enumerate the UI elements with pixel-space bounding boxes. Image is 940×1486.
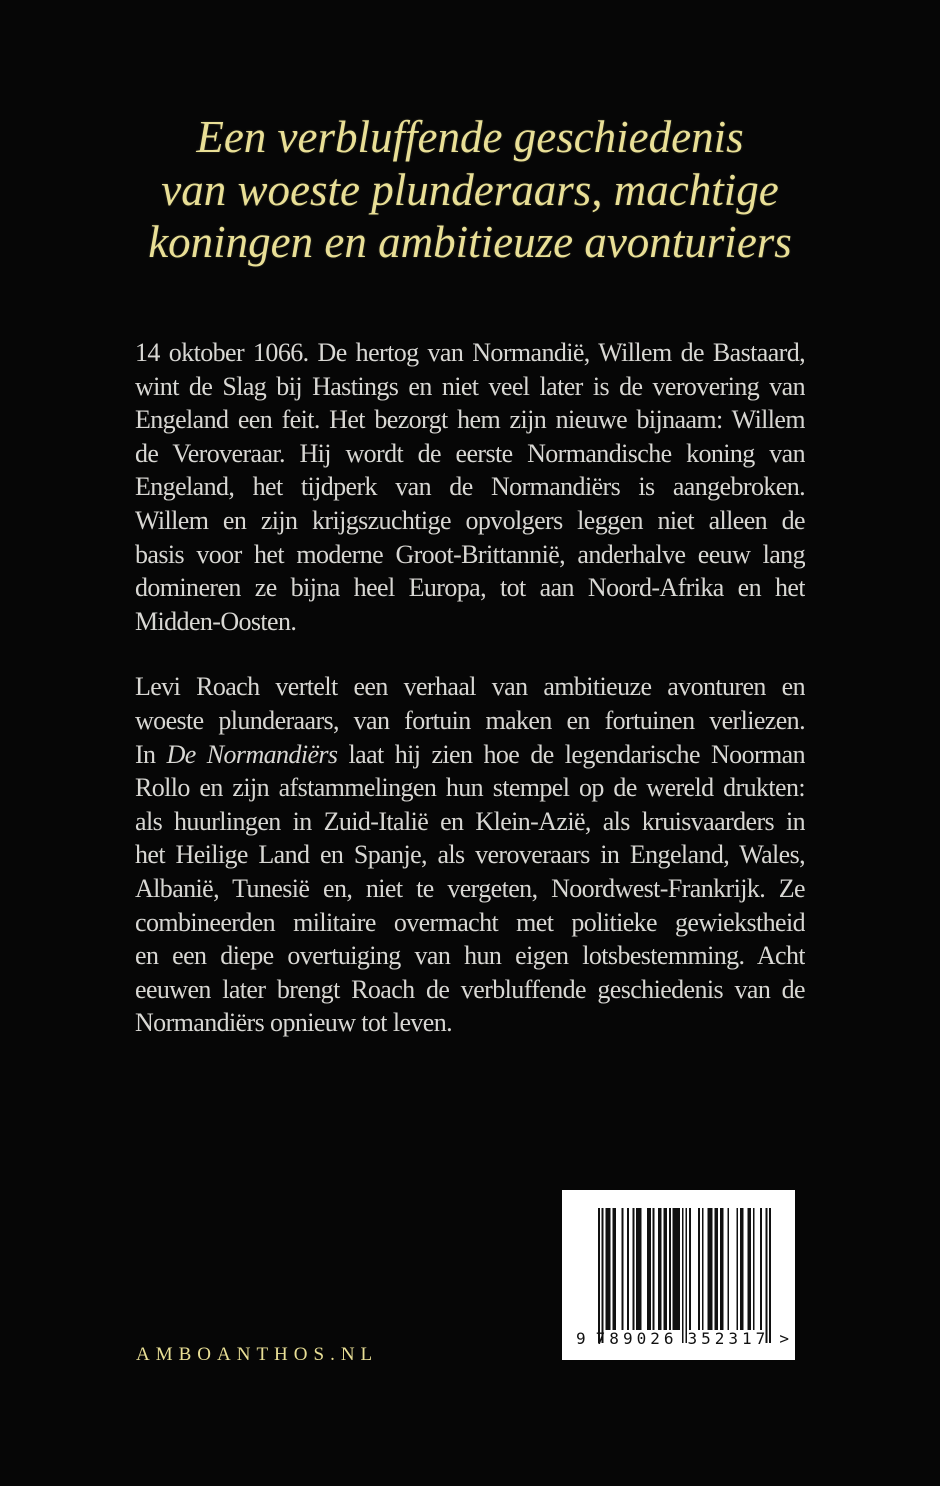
publisher-url: AMBOANTHOS.NL [136, 1344, 379, 1365]
barcode-digits [576, 1329, 789, 1348]
blurb-line: eeuwen later brengt Roach de verbluffende geschiedenis van de [135, 974, 805, 1004]
blurb-text [135, 336, 805, 1040]
blurb-line: wint de Slag bij Hastings en niet veel later is de verovering van [135, 371, 805, 401]
tagline-line-1: Een verbluffende geschiedenis [196, 112, 744, 162]
blurb-line: Engeland een feit. Het bezorgt hem zijn nieuwe bijnaam: Willem [135, 405, 805, 435]
blurb-line: Rollo en zijn afstammelingen hun stempel op de wereld drukten: [135, 773, 805, 803]
blurb-line: als huurlingen in Zuid-Italië en Klein-Azië, als kruisvaarders in [135, 806, 805, 836]
blurb-line: 14 oktober 1066. De hertog van Normandië, Willem de Bastaard, [135, 338, 805, 367]
blurb-line: Levi Roach vertelt een verhaal van ambitieuze avonturen en [135, 672, 805, 702]
tagline-line-3: koningen en ambitieuze avonturiers [148, 217, 792, 267]
blurb-line: het Heilige Land en Spanje, als veroveraars in Engeland, Wales, [135, 840, 805, 870]
blurb-line: de Veroveraar. Hij wordt de eerste Normandische koning van [135, 438, 805, 468]
barcode-bars [598, 1208, 771, 1343]
blurb-line: In De Normandiërs laat hij zien hoe de legendarische Noorman [135, 739, 805, 769]
barcode-leading-digit: 9 [576, 1329, 586, 1348]
blurb-line: Willem en zijn krijgszuchtige opvolgers leggen niet alleen de [135, 505, 805, 535]
barcode-left-group: 789026 [595, 1329, 678, 1348]
blurb-line: combineerden militaire overmacht met politieke gewiekstheid [135, 907, 805, 937]
barcode [562, 1190, 795, 1360]
blurb-paragraph [135, 336, 805, 638]
barcode-suffix-chevron: > [779, 1329, 789, 1348]
blurb-line: Albanië, Tunesië en, niet te vergeten, Noordwest-Frankrijk. Ze [135, 873, 805, 903]
blurb-line: woeste plunderaars, van fortuin maken en fortuinen verliezen. [135, 705, 805, 735]
blurb-line: basis voor het moderne Groot-Brittannië, anderhalve eeuw lang [135, 539, 805, 569]
blurb-line: Midden-Oosten. [135, 606, 297, 636]
blurb-line: domineren ze bijna heel Europa, tot aan Noord-Afrika en het [135, 573, 805, 603]
tagline-line-2: van woeste plunderaars, machtige [161, 164, 779, 215]
blurb-line: Engeland, het tijdperk van de Normandiërs is aangebroken. [135, 472, 805, 502]
barcode-right-group: 352317 [687, 1329, 770, 1348]
blurb-line: Normandiërs opnieuw tot leven. [135, 1008, 453, 1038]
blurb-line: en een diepe overtuiging van hun eigen lotsbestemming. Acht [135, 941, 805, 971]
tagline [0, 111, 940, 269]
blurb-paragraph [135, 670, 805, 1040]
